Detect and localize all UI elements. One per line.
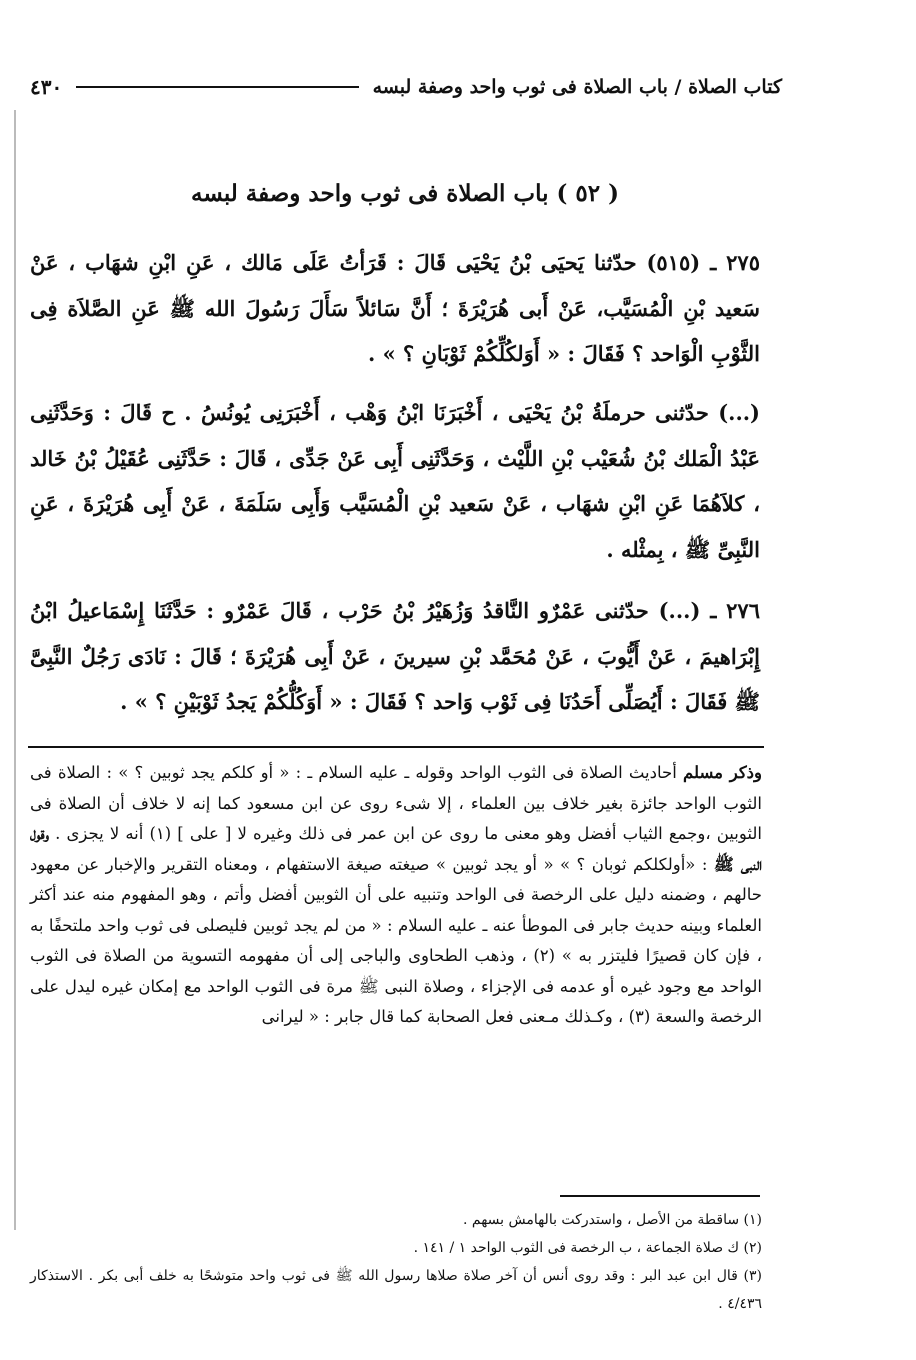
footnotes — [30, 1206, 762, 1318]
commentary-text-1: أحاديث الصلاة فى الثوب الواحد وقوله ـ عليه السلام ـ : « أو كلكم يجد ثوبين ؟ » : الصلاة فى الثوب الواحد جائزة بغير خلاف بين العلماء ، إلا شىء روى عن ابن مسعود كما إنه لا خلاف أن الصلاة فى الثوبين ،وجمع الثياب أفضل وهو معنى ما روى عن ابن عمر فى ذلك وغيره لا [ على ] (١) أنه لا يجزى . — [30, 763, 762, 843]
commentary-mid-bold: وقول النبى ﷺ — [30, 824, 763, 874]
running-title: كتاب الصلاة / باب الصلاة فى ثوب واحد وصفة لبسه — [372, 76, 782, 98]
page-number: ٤٣٠ — [30, 75, 63, 99]
running-header — [30, 70, 782, 104]
commentary-lead: وذكر مسلم — [683, 763, 762, 782]
commentary-text-2: : «أولكلكم ثوبان ؟ » « أو يجد ثوبين » صيغته صيغة الاستفهام ، ومعناه التقرير والإخبار عن معهود حالهم ، وضمنه دليل على الرخصة فى الواحد وتنبيه على أن الثوبين أفضل وأتم ، وهو المفهوم منه عند أكثر العلماء وبينه حديث جابر فى الموطأ عنه ـ عليه السلام : « من لم يجد ثوبين فليصلى فى ثوب واحد ملتحفًا به ، فإن كان قصيرًا فليتزر به » (٢) ، وذهب الطحاوى والباجى إلى أن مفهومه التسوية من الصلاة فى الثوب الواحد مع وجود غيره أو عدمه فى الإجزاء ، وصلاة النبى ﷺ مرة فى الثوب الواحد مع إمكان غيره ليدل على الرخصة والسعة (٣) ، وكـذلك مـعنى فعل الصحابة كما قال جابر : « ليرانى — [30, 854, 762, 1026]
footnote-3: (٣) قال ابن عبد البر : وقد روى أنس أن آخر صلاة صلاها رسول الله ﷺ فى ثوب واحد متوشحًا به خلف أبى بكر . الاستذكار ٤/٤٣٦ . — [30, 1268, 762, 1312]
footnote-separator — [560, 1195, 760, 1197]
header-rule — [76, 86, 358, 88]
page-edge-shadow — [14, 110, 16, 1230]
footnote-2: (٢) ك صلاة الجماعة ، ب الرخصة فى الثوب الواحد ١ / ١٤١ . — [413, 1240, 762, 1256]
commentary — [30, 758, 762, 1033]
chapter-title: ( ٥٢ ) باب الصلاة فى ثوب واحد وصفة لبسه — [190, 180, 620, 207]
hadith-275: ٢٧٥ ـ (٥١٥) حدّثنا يَحيَى بْنُ يَحْيَى قَالَ : قَرَأتُ عَلَى مَالك ، عَنِ ابْنِ شهَاب ، عَنْ سَعيد بْنِ الْمُسَيَّب، عَنْ أَبى هُرَيْرَةَ ؛ أَنَّ سَائلاً سَأَلَ رَسُولَ الله ﷺ عَنِ الصَّلاَة فِى الثَّوْبِ الْوَاحد ؟ فَقَالَ : « أَوَلكُلِّكُمْ ثَوْبَانِ ؟ » . — [30, 250, 760, 366]
hadith-276: ٢٧٦ ـ (...) حدّثنى عَمْرٌو النَّاقدُ وَزُهَيْرُ بْنُ حَرْب ، قَالَ عَمْرٌو : حَدَّثَنَا إِسْمَاعيلُ ابْنُ إِبْرَاهيمَ ، عَنْ أَيُّوبَ ، عَنْ مُحَمَّد بْنِ سيرينَ ، عَنْ أَبِى هُرَيْرَةَ ؛ قَالَ : نَادَى رَجُلٌ النَّبِىَّ ﷺ فَقَالَ : أَيُصَلِّى أَحَدُنَا فِى ثَوْب وَاحد ؟ فَقَالَ : « أَوَكُلُّكُمْ يَجدُ ثَوْبَيْنِ ؟ » . — [30, 598, 760, 714]
commentary-separator — [28, 746, 764, 748]
hadith-275-variant: (...) حدّثنى حرملَةُ بْنُ يَحْيَى ، أَخْبَرَنَا ابْنُ وَهْب ، أَخْبَرَنِى يُونُسُ . ح قَالَ : وَحَدَّثَنِى عَبْدُ الْمَلك بْنُ شُعَيْب بْنِ اللَّيْث ، وَحَدَّثَنِى أَبِى عَنْ جَدِّى ، قَالَ : حَدَّثَنِى عُقَيْلُ بْنُ خَالد ، كلاَهُمَا عَنِ ابْنِ شهَاب ، عَنْ سَعيد بْنِ الْمُسَيَّب وَأَبِى سَلَمَةَ ، عَنْ أَبِى هُرَيْرَةَ ، عَنِ النَّبِىِّ ﷺ ، بِمثْله . — [30, 400, 760, 562]
footnote-1: (١) ساقطة من الأصل ، واستدركت بالهامش بسهم . — [462, 1212, 762, 1228]
